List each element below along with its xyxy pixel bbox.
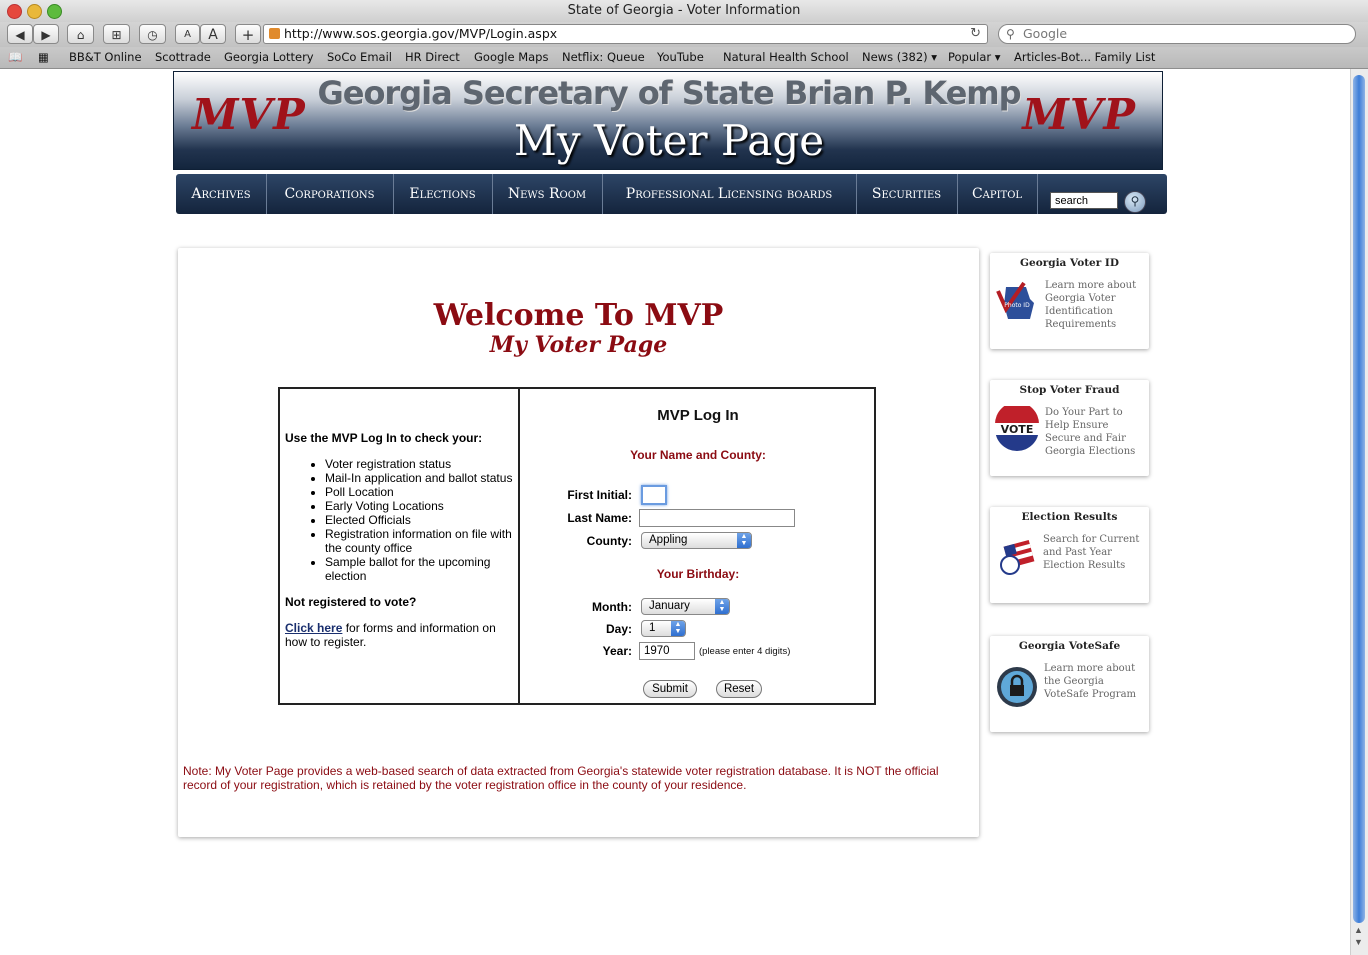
browser-search-placeholder: Google	[1023, 26, 1068, 41]
bookmark-folder-label: Popular	[948, 50, 992, 64]
search-icon: ⚲	[1006, 27, 1015, 41]
site-header-banner	[173, 71, 1163, 170]
month-select[interactable]	[641, 598, 730, 615]
scroll-up-arrow-icon[interactable]: ▲	[1354, 925, 1363, 935]
nav-news-room[interactable]: News Room	[492, 174, 603, 214]
bookmarks-bar	[0, 47, 1368, 69]
list-item: • Mail-In application and ballot status	[325, 471, 515, 485]
bookmark-link[interactable]: Articles-Bot... Family List	[1014, 50, 1156, 64]
bookmark-link[interactable]: Google Maps	[474, 50, 549, 64]
votesafe-text: Learn more about the Georgia VoteSafe Program	[1044, 663, 1137, 700]
book-icon: ⊞	[111, 28, 122, 42]
year-label: Year:	[602, 644, 632, 658]
day-value: 1	[649, 622, 656, 634]
nav-professional-licensing[interactable]: Professional Licensing boards	[602, 174, 857, 214]
nav-capitol[interactable]: Capitol	[957, 174, 1038, 214]
zoom-window-button[interactable]	[47, 4, 62, 19]
list-item: • Voter registration status	[325, 457, 515, 471]
check-list	[285, 457, 515, 583]
clock-icon: ◷	[147, 28, 158, 42]
browser-search-field[interactable]	[998, 24, 1356, 44]
login-form	[520, 389, 876, 705]
last-name-label: Last Name:	[567, 511, 632, 525]
plus-icon: +	[241, 26, 255, 44]
bookmark-link[interactable]: HR Direct	[405, 50, 460, 64]
login-title: MVP Log In	[657, 407, 739, 424]
stop-voter-fraud-text: Do Your Part to Help Ensure Secure and Fair Georgia Elections	[1045, 407, 1136, 457]
list-item: • Sample ballot for the upcoming election	[325, 555, 515, 583]
month-label: Month:	[592, 600, 632, 614]
scrollbar-thumb[interactable]	[1353, 75, 1365, 923]
scroll-down-arrow-icon[interactable]: ▼	[1354, 937, 1363, 947]
window-title: State of Georgia - Voter Information	[567, 3, 801, 18]
year-hint: (please enter 4 digits)	[699, 646, 791, 657]
bookmark-link[interactable]: Scottrade	[155, 50, 211, 64]
bookmark-link[interactable]: Georgia Lottery	[224, 50, 314, 64]
election-results-title: Election Results	[1021, 511, 1118, 523]
back-button[interactable]	[7, 24, 33, 44]
reset-button[interactable]: Reset	[716, 680, 762, 698]
list-item: • Early Voting Locations	[325, 499, 515, 513]
welcome-subheading: My Voter Page	[489, 332, 668, 358]
bookmarks-button[interactable]	[103, 24, 130, 44]
reading-list-icon[interactable]: 📖	[8, 50, 23, 64]
site-name: My Voter Page	[513, 116, 825, 165]
back-arrow-icon: ◀	[15, 28, 25, 42]
site-search-button[interactable]	[1124, 191, 1146, 213]
voter-id-title: Georgia Voter ID	[1020, 257, 1119, 269]
select-arrows-icon: ▲ ▼	[671, 621, 685, 636]
history-button[interactable]	[139, 24, 166, 44]
top-sites-icon[interactable]: ▦	[38, 50, 49, 64]
page-scrollbar[interactable]	[1350, 69, 1368, 955]
lock-icon	[994, 662, 1040, 708]
list-item: • Registration information on file with the county office	[325, 527, 515, 555]
submit-button[interactable]: Submit	[643, 680, 697, 698]
mvp-logo-left: MVP	[192, 90, 306, 139]
register-info-text: for forms and information on how to register.	[285, 621, 496, 649]
nav-elections[interactable]: Elections	[393, 174, 493, 214]
photo-id-label: Photo ID	[1004, 302, 1030, 309]
site-favicon-icon	[269, 28, 280, 39]
georgia-voter-id-icon	[994, 279, 1040, 325]
secretary-of-state-title: Georgia Secretary of State Brian P. Kemp	[317, 74, 1021, 112]
election-results-box[interactable]	[990, 507, 1149, 603]
reload-icon[interactable]: ↻	[970, 26, 981, 41]
click-here-link[interactable]: Click here	[285, 621, 343, 635]
name-section-heading: Your Name and County:	[630, 448, 766, 462]
info-column	[285, 431, 515, 649]
votesafe-box[interactable]	[990, 636, 1149, 732]
login-table	[278, 387, 876, 705]
bookmark-link[interactable]: Natural Health School	[723, 50, 849, 64]
first-initial-input[interactable]	[641, 485, 667, 505]
minimize-window-button[interactable]	[27, 4, 42, 19]
main-navigation	[176, 174, 1167, 214]
add-bookmark-button[interactable]	[235, 24, 261, 44]
forward-arrow-icon: ▶	[41, 28, 51, 42]
info-heading: Use the MVP Log In to check your:	[285, 431, 483, 445]
vote-badge-label: VOTE	[1000, 423, 1034, 436]
bookmark-folder-popular[interactable]: Popular ▾	[948, 50, 1001, 64]
day-select[interactable]	[641, 620, 686, 637]
county-value: Appling	[649, 534, 688, 546]
bookmark-folder-label: News (382)	[862, 50, 928, 64]
voter-id-box[interactable]	[990, 253, 1149, 349]
month-value: January	[649, 600, 690, 612]
select-arrows-icon: ▲ ▼	[737, 533, 751, 548]
window-titlebar	[0, 0, 1368, 22]
stop-voter-fraud-box[interactable]	[990, 380, 1149, 476]
browser-toolbar	[0, 22, 1368, 47]
election-results-flag-icon	[994, 533, 1040, 579]
not-registered-heading: Not registered to vote?	[285, 595, 417, 609]
nav-corporations[interactable]: Corporations	[266, 174, 394, 214]
county-label: County:	[586, 534, 632, 548]
last-name-input[interactable]	[639, 509, 795, 527]
home-icon: ⌂	[76, 28, 85, 42]
magnifier-icon: ⚲	[1130, 194, 1140, 208]
bookmark-link[interactable]: BB&T Online	[69, 50, 142, 64]
forward-button[interactable]	[33, 24, 59, 44]
list-item: • Elected Officials	[325, 513, 515, 527]
text-bigger-button[interactable]: A	[200, 24, 226, 44]
nav-archives[interactable]: Archives	[176, 174, 267, 214]
bookmark-folder-news[interactable]: News (382) ▾	[862, 50, 938, 64]
election-results-text: Search for Current and Past Year Election Results	[1043, 534, 1140, 571]
day-label: Day:	[605, 622, 632, 636]
register-info	[285, 621, 515, 649]
mvp-logo-right: MVP	[1022, 90, 1136, 139]
nav-securities[interactable]: Securities	[856, 174, 958, 214]
main-content-panel	[178, 248, 979, 837]
list-item: • Poll Location	[325, 485, 515, 499]
first-initial-label: First Initial:	[567, 488, 632, 502]
bookmark-link[interactable]: Netflix: Queue	[562, 50, 645, 64]
url-text: http://www.sos.georgia.gov/MVP/Login.aspx	[284, 26, 558, 41]
year-input[interactable]: 1970	[639, 642, 695, 660]
select-arrows-icon: ▲ ▼	[715, 599, 729, 614]
welcome-heading: Welcome To MVP	[433, 298, 724, 333]
voter-id-text: Learn more about Georgia Voter Identification Requirements	[1045, 280, 1137, 330]
site-search-input[interactable]: search	[1050, 192, 1118, 209]
birthday-section-heading: Your Birthday:	[656, 567, 740, 581]
vote-badge-icon	[994, 406, 1040, 452]
votesafe-title: Georgia VoteSafe	[1018, 640, 1121, 652]
bookmark-link[interactable]: YouTube	[657, 50, 704, 64]
text-smaller-button[interactable]: A	[175, 24, 200, 44]
disclaimer-note: Note: My Voter Page provides a web-based search of data extracted from Georgia's statewide voter registration database. It is NOT the official record of your registration, which is retained by the voter registration office in the county of your residence.	[183, 764, 939, 792]
county-select[interactable]	[641, 532, 752, 549]
bookmark-link[interactable]: SoCo Email	[327, 50, 392, 64]
stop-voter-fraud-title: Stop Voter Fraud	[1019, 384, 1120, 396]
home-button[interactable]	[67, 24, 94, 44]
close-window-button[interactable]	[7, 4, 22, 19]
address-bar[interactable]	[263, 24, 988, 44]
